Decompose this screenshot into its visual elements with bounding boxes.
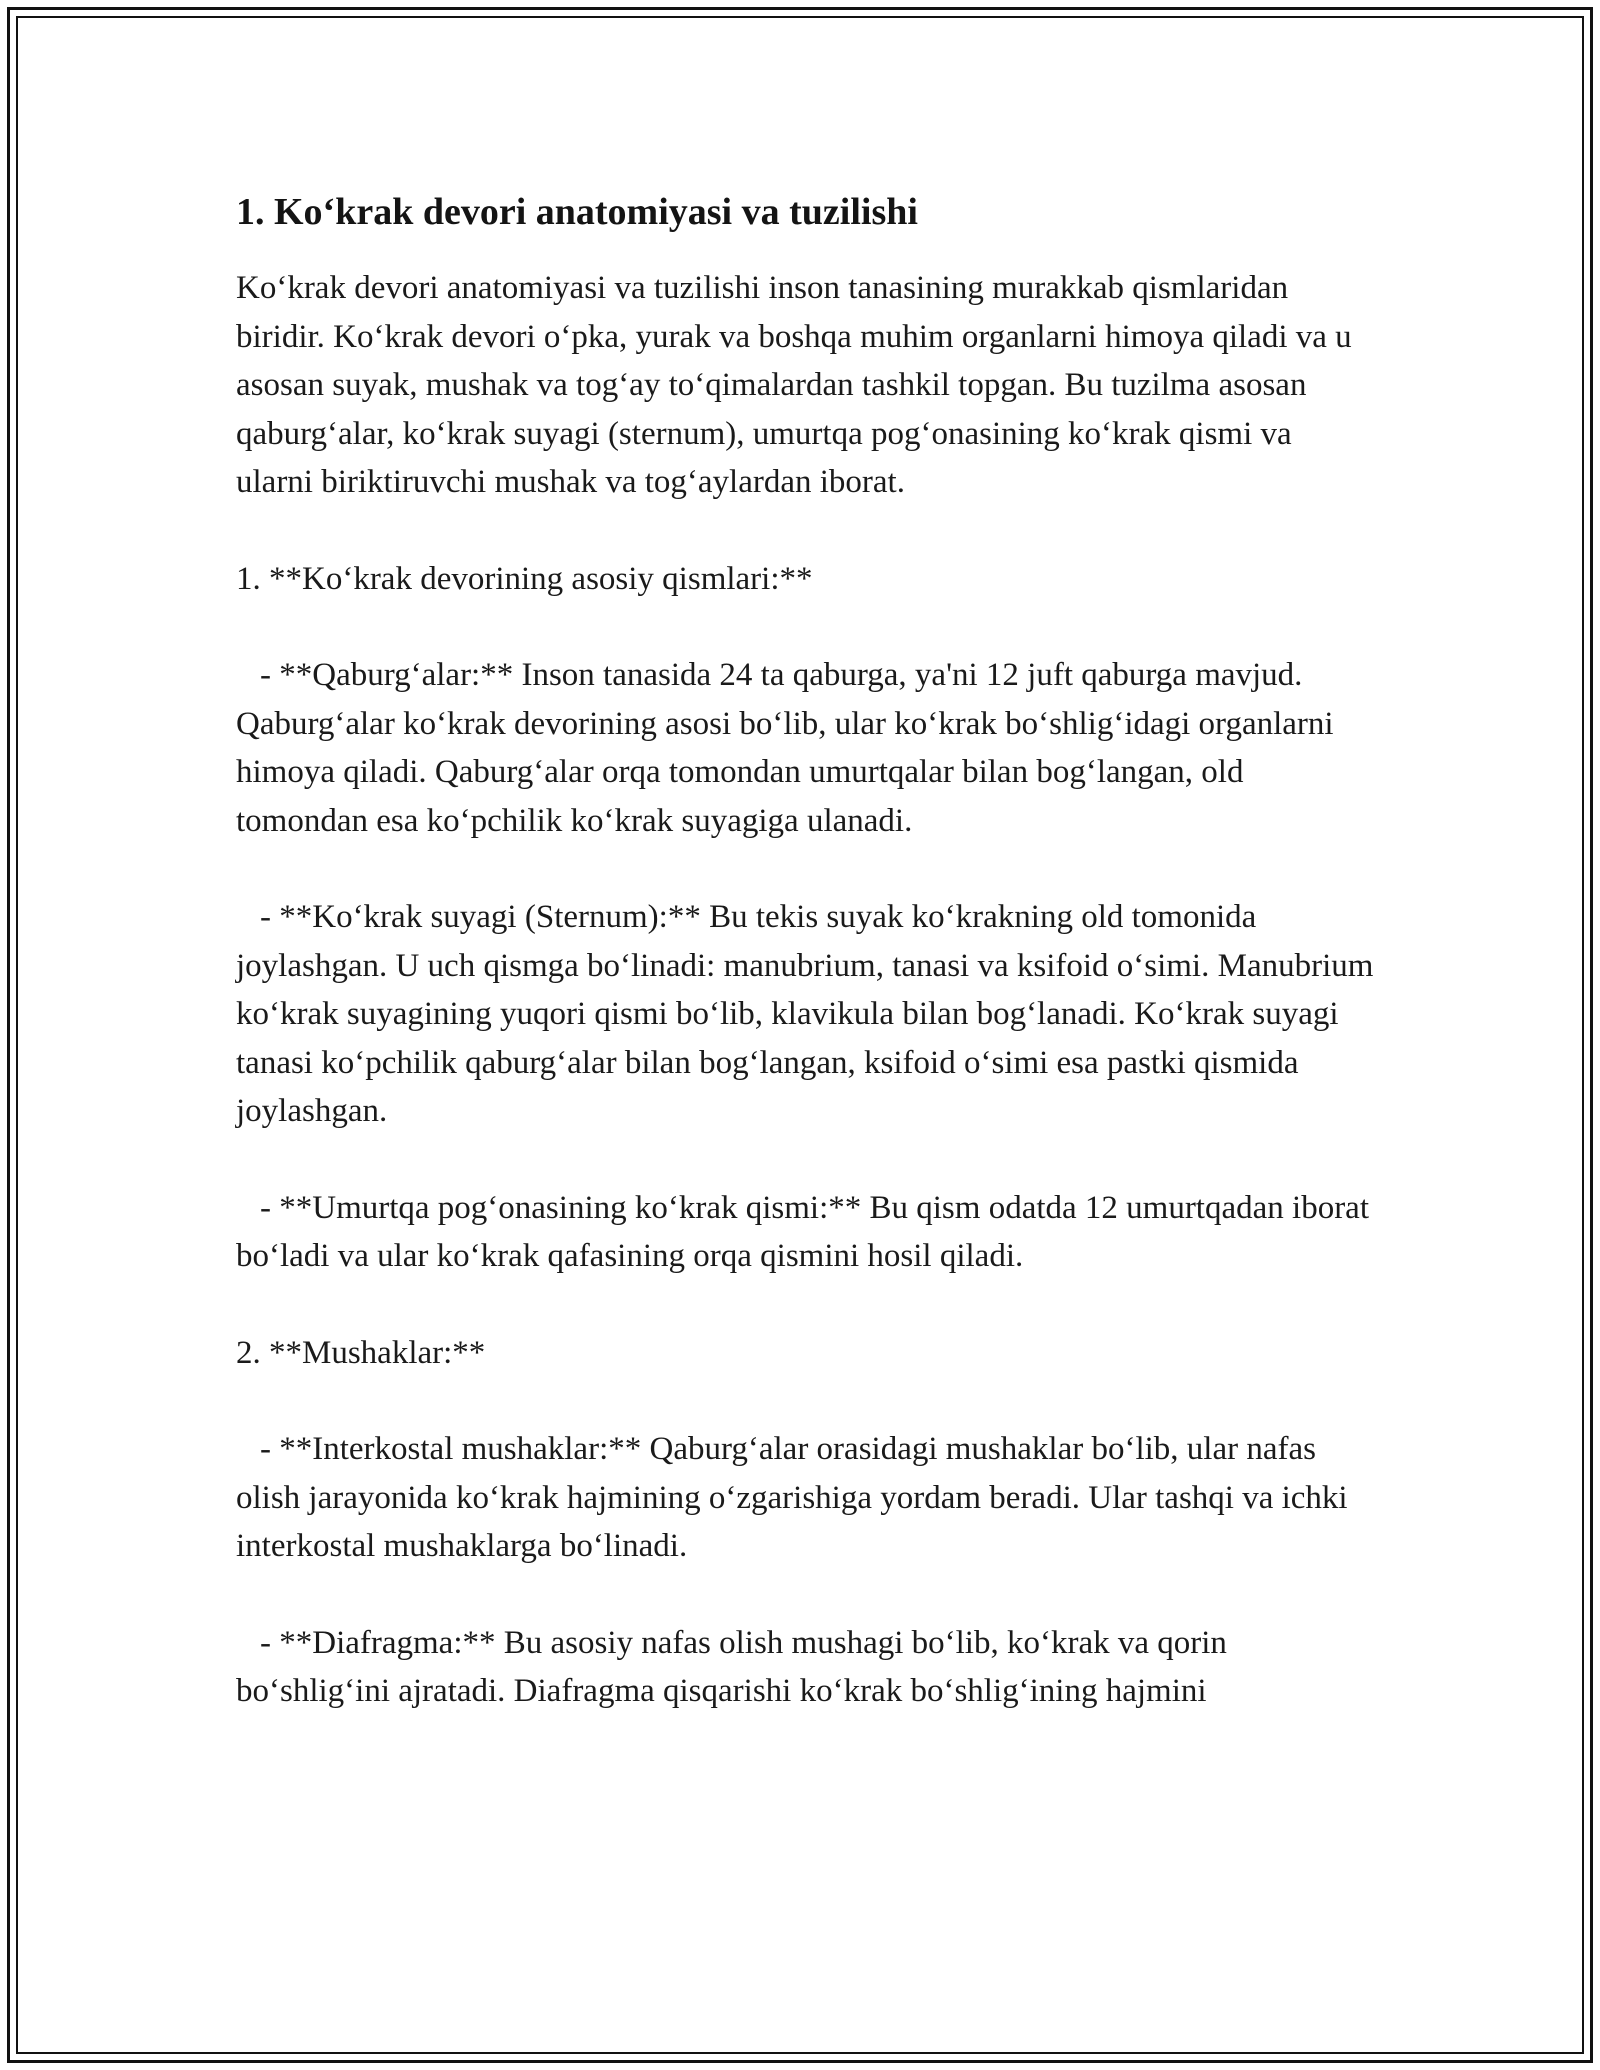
intro-paragraph: Ko‘krak devori anatomiyasi va tuzilishi inson tanasining murakkab qismlaridan biridir. Ko‘krak devori o‘pka, yurak va boshqa muhim organlarni himoya qiladi va u asosan suyak, mushak va tog‘ay to‘qimalardan tashkil topgan. Bu tuzilma asosan qaburg‘alar, ko‘krak suyagi (sternum), umurtqa pog‘onasining ko‘krak qismi va ularni biriktiruvchi mushak va tog‘aylardan iborat. [236,270,1352,500]
list-item-thoracic-spine: - **Umurtqa pog‘onasining ko‘krak qismi:** Bu qism odatda 12 umurtqadan iborat bo‘ladi va ular ko‘krak qafasining orqa qismini hosil qiladi. [236,1189,1369,1274]
list-item-sternum: - **Ko‘krak suyagi (Sternum):** Bu tekis suyak ko‘krakning old tomonida joylashgan. U uch qismga bo‘linadi: manubrium, tanasi va ksifoid o‘simi. Manubrium ko‘krak suyagining yuqori qismi bo‘lib, klavikula bilan bog‘lanadi. Ko‘krak suyagi tanasi ko‘pchilik qaburg‘alar bilan bog‘langan, ksifoid o‘simi esa pastki qismida joylashgan. [236,899,1374,1129]
section-heading: 1. Ko‘krak devori anatomiyasi va tuzilishi [236,191,918,233]
list-item-intercostal: - **Interkostal mushaklar:** Qaburg‘alar orasidagi mushaklar bo‘lib, ular nafas olish jarayonida ko‘krak hajmining o‘zgarishiga yordam beradi. Ular tashqi va ichki interkostal mushaklarga bo‘linadi. [236,1431,1348,1564]
list-item-ribs: - **Qaburg‘alar:** Inson tanasida 24 ta qaburga, ya'ni 12 juft qaburga mavjud. Qaburg‘alar ko‘krak devorining asosi bo‘lib, ular ko‘krak bo‘shlig‘idagi organlarni himoya qiladi. Qaburg‘alar orqa tomondan umurtqalar bilan bog‘langan, old tomondan esa ko‘pchilik ko‘krak suyagiga ulanadi. [236,657,1334,839]
list-heading-main-parts: 1. **Ko‘krak devorining asosiy qismlari:** [236,560,813,597]
list-item-diaphragm: - **Diafragma:** Bu asosiy nafas olish mushagi bo‘lib, ko‘krak va qorin bo‘shlig‘ini ajratadi. Diafragma qisqarishi ko‘krak bo‘shlig‘ining hajmini [236,1624,1227,1709]
document-body [236,188,1376,1764]
list-heading-muscles: 2. **Mushaklar:** [236,1334,486,1371]
